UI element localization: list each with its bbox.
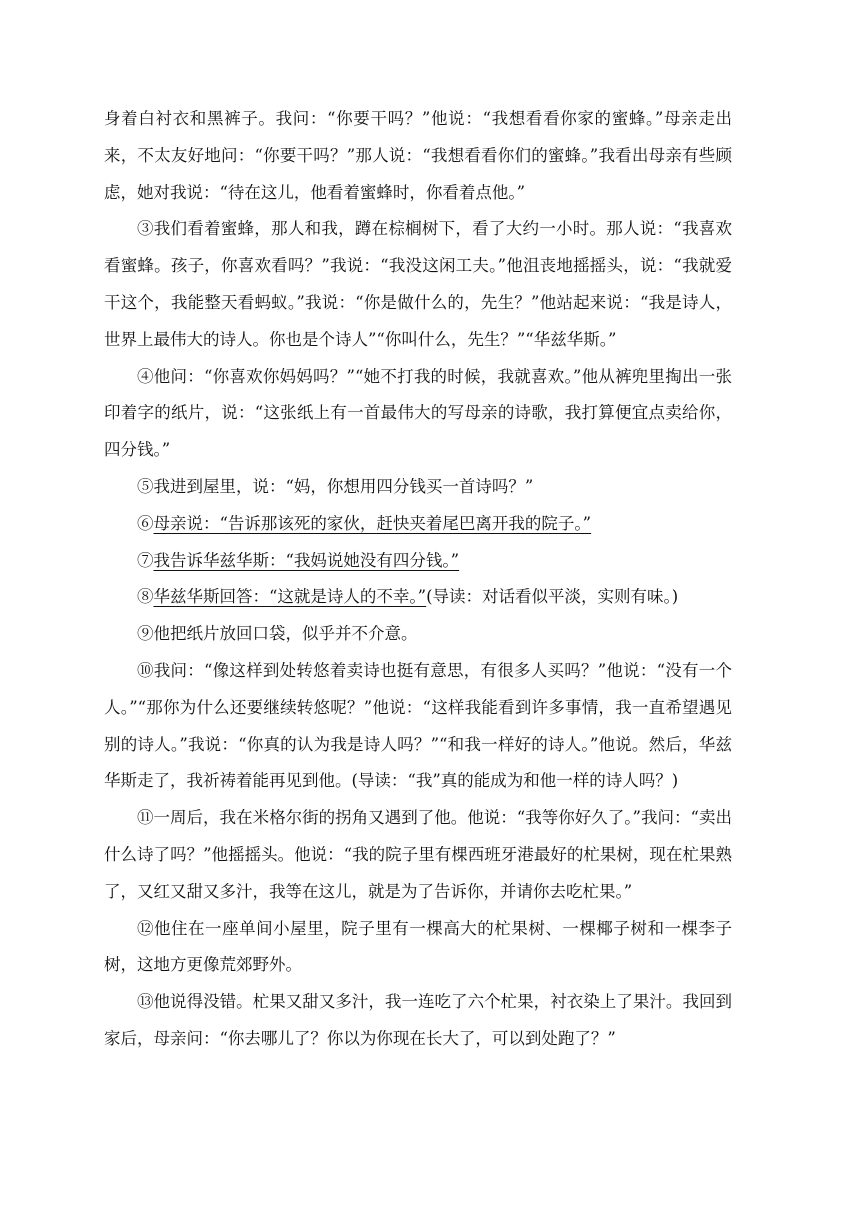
paragraph-7-underlined-text: 我告诉华兹华斯：“我妈说她没有四分钱。” [153,550,460,570]
paragraph-13: ⑬他说得没错。杧果又甜又多汁，我一连吃了六个杧果，衬衣染上了果汁。我回到家后，母亲问：“你去哪儿了？你以为你现在长大了，可以到处跑了？” [104,992,732,1048]
paragraph-12: ⑫他住在一座单间小屋里，院子里有一棵高大的杧果树、一棵椰子树和一棵李子树，这地方更像荒郊野外。 [104,918,732,975]
document-page [104,101,732,1058]
paragraph-10: ⑩我问：“像这样到处转悠着卖诗也挺有意思，有很多人买吗？”他说：“没有一个人。”“那你为什么还要继续转悠呢？”他说：“这样我能看到许多事情，我一直希望遇见别的诗人。”我说：“你真的认为我是诗人吗？”“和我一样好的诗人。”他说。然后，华兹华斯走了，我祈祷着能再见到他。(导读：“我”真的能成为和他一样的诗人吗？) [104,660,732,791]
paragraph-7-number: ⑦ [137,550,154,570]
paragraph-continuation: 身着白衬衣和黑裤子。我问：“你要干吗？”他说：“我想看看你家的蜜蜂。”母亲走出来，不太友好地问：“你要干吗？”那人说：“我想看看你们的蜜蜂。”我看出母亲有些顾虑，她对我说：“待在这儿，他看着蜜蜂时，你看着点他。” [104,109,732,202]
paragraph-6-number: ⑥ [137,513,154,533]
paragraph-6-underlined-text: 母亲说：“告诉那该死的家伙，赶快夹着尾巴离开我的院子。” [153,513,592,533]
paragraph-6 [104,506,732,543]
paragraph-11: ⑪一周后，我在米格尔街的拐角又遇到了他。他说：“我等你好久了。”我问：“卖出什么诗了吗？”他摇摇头。他说：“我的院子里有棵西班牙港最好的杧果树，现在杧果熟了，又红又甜又多汁，我等在这儿，就是为了告诉你，并请你去吃杧果。” [104,808,732,901]
paragraph-9: ⑨他把纸片放回口袋，似乎并不介意。 [137,624,418,644]
paragraph-8 [104,579,732,616]
paragraph-8-reading-note: (导读：对话看似平淡，实则有味。) [426,587,679,607]
paragraph-8-underlined-text: 华兹华斯回答：“这就是诗人的不幸。” [153,587,427,607]
paragraph-5: ⑤我进到屋里，说：“妈，你想用四分钱买一首诗吗？” [137,476,534,496]
paragraph-8-number: ⑧ [137,587,154,607]
paragraph-4: ④他问：“你喜欢你妈妈吗？”“她不打我的时候，我就喜欢。”他从裤兜里掏出一张印着字的纸片，说：“这张纸上有一首最伟大的写母亲的诗歌，我打算便宜点卖给你，四分钱。” [104,366,732,460]
paragraph-7 [104,543,732,580]
paragraph-3: ③我们看着蜜蜂，那人和我，蹲在棕榈树下，看了大约一小时。那人说：“我喜欢看蜜蜂。孩子，你喜欢看吗？”我说：“我没这闲工夫。”他沮丧地摇摇头，说：“我就爱干这个，我能整天看蚂蚁。”我说：“你是做什么的，先生？”他站起来说：“我是诗人，世界上最伟大的诗人。你也是个诗人”“你叫什么，先生？”“华兹华斯。” [104,219,732,349]
